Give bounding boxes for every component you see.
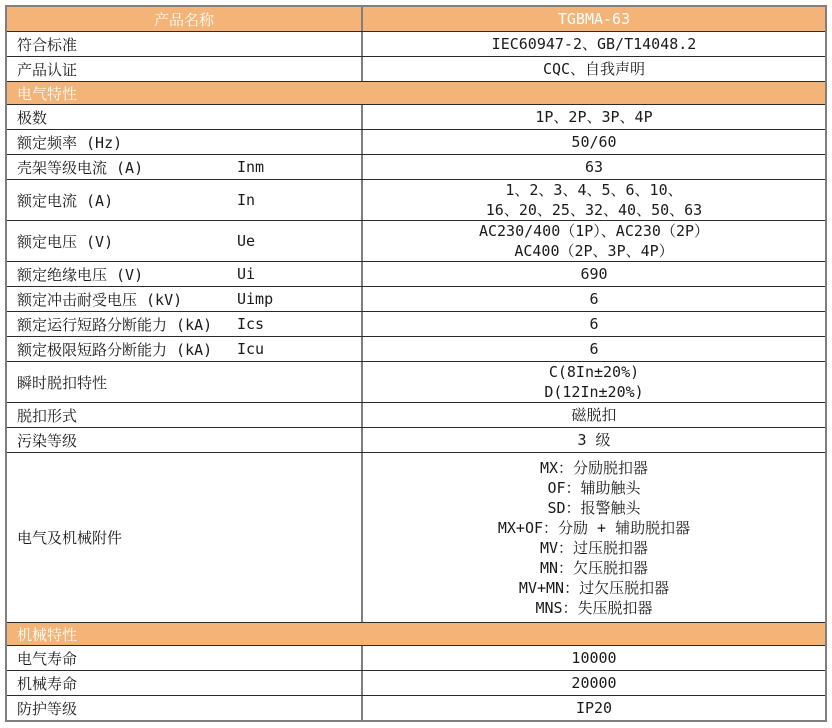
spec-table-row: [7, 154, 825, 179]
parameter-label: 额定冲击耐受电压 (kV): [17, 290, 183, 309]
parameter-value-line: IEC60947-2、GB/T14048.2: [491, 35, 697, 53]
parameter-value-line: 10000: [571, 649, 617, 667]
parameter-label: 额定绝缘电压 (V): [17, 265, 144, 284]
parameter-value-line: MX：分励脱扣器: [539, 458, 649, 477]
parameter-value-cell: [363, 287, 825, 311]
parameter-label: 污染等级: [17, 431, 78, 450]
spec-table-row: [7, 56, 825, 81]
parameter-name-cell: [7, 105, 363, 129]
parameter-value-line: MNS：失压脱扣器: [535, 598, 653, 617]
parameter-value-line: C(8In±20%): [548, 363, 640, 381]
parameter-value-cell: [363, 130, 825, 154]
parameter-label: 电气及机械附件: [17, 529, 123, 547]
parameter-value-line: 磁脱扣: [571, 406, 617, 424]
parameter-value-cell: [363, 403, 825, 427]
spec-table-row: [7, 286, 825, 311]
spec-table-row: [7, 179, 825, 220]
parameter-value-cell: [363, 155, 825, 179]
parameter-name-cell: [7, 362, 363, 402]
parameter-label: 防护等级: [17, 699, 78, 718]
parameter-value-cell: [363, 180, 825, 220]
parameter-label: 产品名称: [153, 10, 214, 29]
parameter-value-line: AC400（2P、3P、4P）: [514, 242, 674, 260]
parameter-name-cell: [7, 671, 363, 695]
spec-table-row: [7, 670, 825, 695]
parameter-value-cell: [363, 696, 825, 720]
parameter-name-cell: [7, 155, 363, 179]
parameter-value-line: 63: [584, 158, 604, 176]
section-title: 机械特性: [17, 625, 78, 644]
parameter-value-line: IP20: [575, 699, 613, 717]
parameter-value-cell: [363, 646, 825, 670]
parameter-label: 额定电流 (A): [17, 191, 114, 210]
spec-table-row: [7, 261, 825, 286]
parameter-symbol: Ics: [237, 315, 265, 333]
parameter-value-line: 6: [589, 315, 599, 333]
parameter-value-cell: [363, 362, 825, 402]
parameter-label: 瞬时脱扣特性: [17, 373, 108, 392]
parameter-value-line: MV+MN：过欠压脱扣器: [518, 578, 670, 597]
parameter-label: 产品认证: [17, 60, 78, 79]
spec-table-row: [7, 427, 825, 452]
parameter-name-cell: [7, 287, 363, 311]
spec-table-row: [7, 452, 825, 622]
parameter-value-cell: [363, 32, 825, 56]
parameter-value-line: CQC、自我声明: [542, 60, 646, 78]
parameter-value-line: OF：辅助触头: [547, 478, 641, 497]
parameter-label: 电气寿命: [17, 649, 78, 668]
spec-table-row: [7, 361, 825, 402]
parameter-label: 机械寿命: [17, 674, 78, 693]
parameter-label: 额定极限短路分断能力 (kA): [17, 340, 213, 359]
parameter-value-cell: [363, 105, 825, 129]
parameter-value-line: MN：欠压脱扣器: [539, 558, 649, 577]
parameter-value-line: 3 级: [577, 431, 611, 449]
parameter-name-cell: [7, 403, 363, 427]
parameter-value-cell: [363, 453, 825, 622]
parameter-value-cell: [363, 428, 825, 452]
parameter-name-cell: [7, 696, 363, 720]
parameter-value-line: 6: [589, 340, 599, 358]
parameter-symbol: Uimp: [237, 290, 274, 308]
parameter-name-cell: [7, 312, 363, 336]
spec-table-row: [7, 336, 825, 361]
parameter-label: 极数: [17, 108, 48, 127]
parameter-value-line: 1、2、3、4、5、6、10、: [505, 181, 683, 199]
parameter-value-cell: [363, 262, 825, 286]
parameter-value-line: 6: [589, 290, 599, 308]
parameter-label: 额定频率 (Hz): [17, 133, 123, 152]
parameter-value-line: MV：过压脱扣器: [539, 538, 649, 557]
parameter-name-cell: [7, 221, 363, 261]
parameter-name-cell: [7, 7, 363, 31]
spec-table-row: [7, 7, 825, 31]
parameter-value-cell: [363, 671, 825, 695]
parameter-name-cell: [7, 262, 363, 286]
section-title: 电气特性: [17, 84, 78, 103]
spec-table-row: [7, 695, 825, 720]
parameter-value-cell: [363, 7, 825, 31]
parameter-label: 脱扣形式: [17, 406, 78, 425]
spec-table-row: [7, 220, 825, 261]
parameter-value-cell: [363, 57, 825, 81]
parameter-name-cell: [7, 32, 363, 56]
parameter-symbol: Ui: [237, 265, 256, 283]
parameter-value-line: AC230/400（1P）、AC230（2P）: [478, 222, 710, 240]
parameter-label: 壳架等级电流 (A): [17, 158, 144, 177]
parameter-label: 额定运行短路分断能力 (kA): [17, 315, 213, 334]
parameter-value-line: 16、20、25、32、40、50、63: [485, 201, 703, 219]
parameter-name-cell: [7, 57, 363, 81]
parameter-value-line: 690: [580, 265, 608, 283]
parameter-label: 额定电压 (V): [17, 232, 114, 251]
parameter-name-cell: [7, 180, 363, 220]
parameter-value-line: MX+OF：分励 + 辅助脱扣器: [497, 518, 691, 537]
parameter-value-line: TGBMA-63: [557, 10, 631, 28]
parameter-symbol: In: [237, 191, 256, 209]
parameter-symbol: Ue: [237, 232, 256, 250]
parameter-name-cell: [7, 130, 363, 154]
spec-table-row: [7, 129, 825, 154]
parameter-value-cell: [363, 312, 825, 336]
section-band-row: [7, 622, 825, 645]
parameter-name-cell: [7, 337, 363, 361]
product-spec-table: [5, 5, 827, 722]
spec-table-row: [7, 31, 825, 56]
parameter-value-line: SD：报警触头: [547, 498, 641, 517]
parameter-name-cell: [7, 646, 363, 670]
spec-table-row: [7, 311, 825, 336]
parameter-value-line: D(12In±20%): [544, 383, 644, 401]
parameter-symbol: Inm: [237, 158, 265, 176]
parameter-label: 符合标准: [17, 35, 78, 54]
spec-table-row: [7, 104, 825, 129]
parameter-symbol: Icu: [237, 340, 265, 358]
parameter-name-cell: [7, 428, 363, 452]
parameter-value-line: 20000: [571, 674, 617, 692]
spec-table-row: [7, 645, 825, 670]
parameter-name-cell: [7, 453, 363, 622]
parameter-value-line: 1P、2P、3P、4P: [535, 108, 653, 126]
section-band-row: [7, 81, 825, 104]
parameter-value-cell: [363, 221, 825, 261]
spec-table-row: [7, 402, 825, 427]
parameter-value-cell: [363, 337, 825, 361]
parameter-value-line: 50/60: [571, 133, 617, 151]
